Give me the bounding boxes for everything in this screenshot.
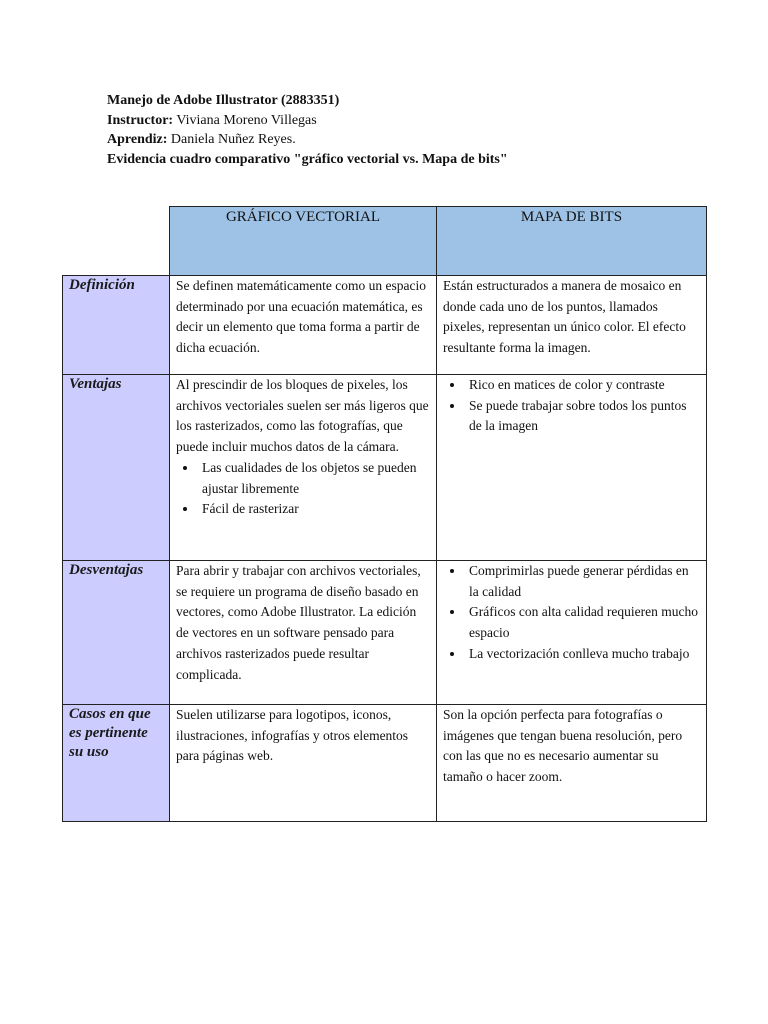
table-row xyxy=(63,375,707,561)
cell-bits xyxy=(437,375,707,561)
cell-bits xyxy=(437,276,707,375)
table-row xyxy=(63,276,707,375)
cell-vectorial xyxy=(170,705,437,822)
bullet-list xyxy=(176,458,430,520)
cell-vectorial xyxy=(170,561,437,705)
column-header-bits: MAPA DE BITS xyxy=(437,207,707,276)
column-header-vectorial: GRÁFICO VECTORIAL xyxy=(170,207,437,276)
bullet-item: • La vectorización conlleva mucho trabajo xyxy=(465,644,700,665)
student-label: Aprendiz: xyxy=(107,132,168,147)
table-row xyxy=(63,561,707,705)
row-header: Desventajas xyxy=(63,561,170,705)
cell-text: Se definen matemáticamente como un espacio determinado por una ecuación matemática, es decir un elemento que toma forma a partir de dicha ecuación. xyxy=(176,278,427,356)
table-header-row xyxy=(63,207,707,276)
bullet-item: • Se puede trabajar sobre todos los puntos de la imagen xyxy=(465,396,700,437)
table-row xyxy=(63,705,707,822)
instructor-line xyxy=(107,111,508,131)
bullet-list xyxy=(443,375,700,437)
bullet-item: • Comprimirlas puede generar pérdidas en la calidad xyxy=(465,561,700,602)
row-header: Definición xyxy=(63,276,170,375)
cell-text: Suelen utilizarse para logotipos, iconos, ilustraciones, infografías y otros elementos para páginas web. xyxy=(176,707,409,764)
cell-text: Están estructurados a manera de mosaico en donde cada uno de los puntos, llamados pixeles, representan un único color. El efecto resultante forma la imagen. xyxy=(443,278,686,356)
row-header: Casos en que es pertinente su uso xyxy=(63,705,170,822)
comparison-table xyxy=(62,206,707,822)
instructor-label: Instructor: xyxy=(107,112,174,128)
instructor-name: Viviana Moreno Villegas xyxy=(176,112,317,128)
bullet-list xyxy=(443,561,700,665)
cell-bits xyxy=(437,705,707,822)
student-line xyxy=(107,130,508,150)
bullet-item: • Las cualidades de los objetos se pueden ajustar libremente xyxy=(198,458,430,499)
cell-text: Para abrir y trabajar con archivos vectoriales, se requiere un programa de diseño basado en vectores, como Adobe Illustrator. La edición de vectores en un software pensado para archivos rasterizados puede resultar complicada. xyxy=(176,563,421,682)
cell-text: Son la opción perfecta para fotografías o imágenes que tengan buena resolución, pero con las que no es necesario aumentar su tamaño o hacer zoom. xyxy=(443,707,683,785)
document-header xyxy=(107,91,508,169)
bullet-item: • Gráficos con alta calidad requieren mucho espacio xyxy=(465,602,700,643)
bullet-item: • Rico en matices de color y contraste xyxy=(465,375,700,396)
cell-vectorial xyxy=(170,375,437,561)
row-header: Ventajas xyxy=(63,375,170,561)
course-title: Manejo de Adobe Illustrator (2883351) xyxy=(107,93,340,108)
cell-text: Al prescindir de los bloques de pixeles, los archivos vectoriales suelen ser más ligeros que los rasterizados, como las fotografías, que puede incluir muchos datos de la cámara. xyxy=(176,377,429,455)
cell-bits xyxy=(437,561,707,705)
table-corner xyxy=(63,207,170,276)
student-name: Daniela Nuñez Reyes. xyxy=(170,132,296,147)
cell-vectorial xyxy=(170,276,437,375)
bullet-item: • Fácil de rasterizar xyxy=(198,499,430,520)
evidence-title: Evidencia cuadro comparativo "gráfico vectorial vs. Mapa de bits" xyxy=(107,151,508,167)
